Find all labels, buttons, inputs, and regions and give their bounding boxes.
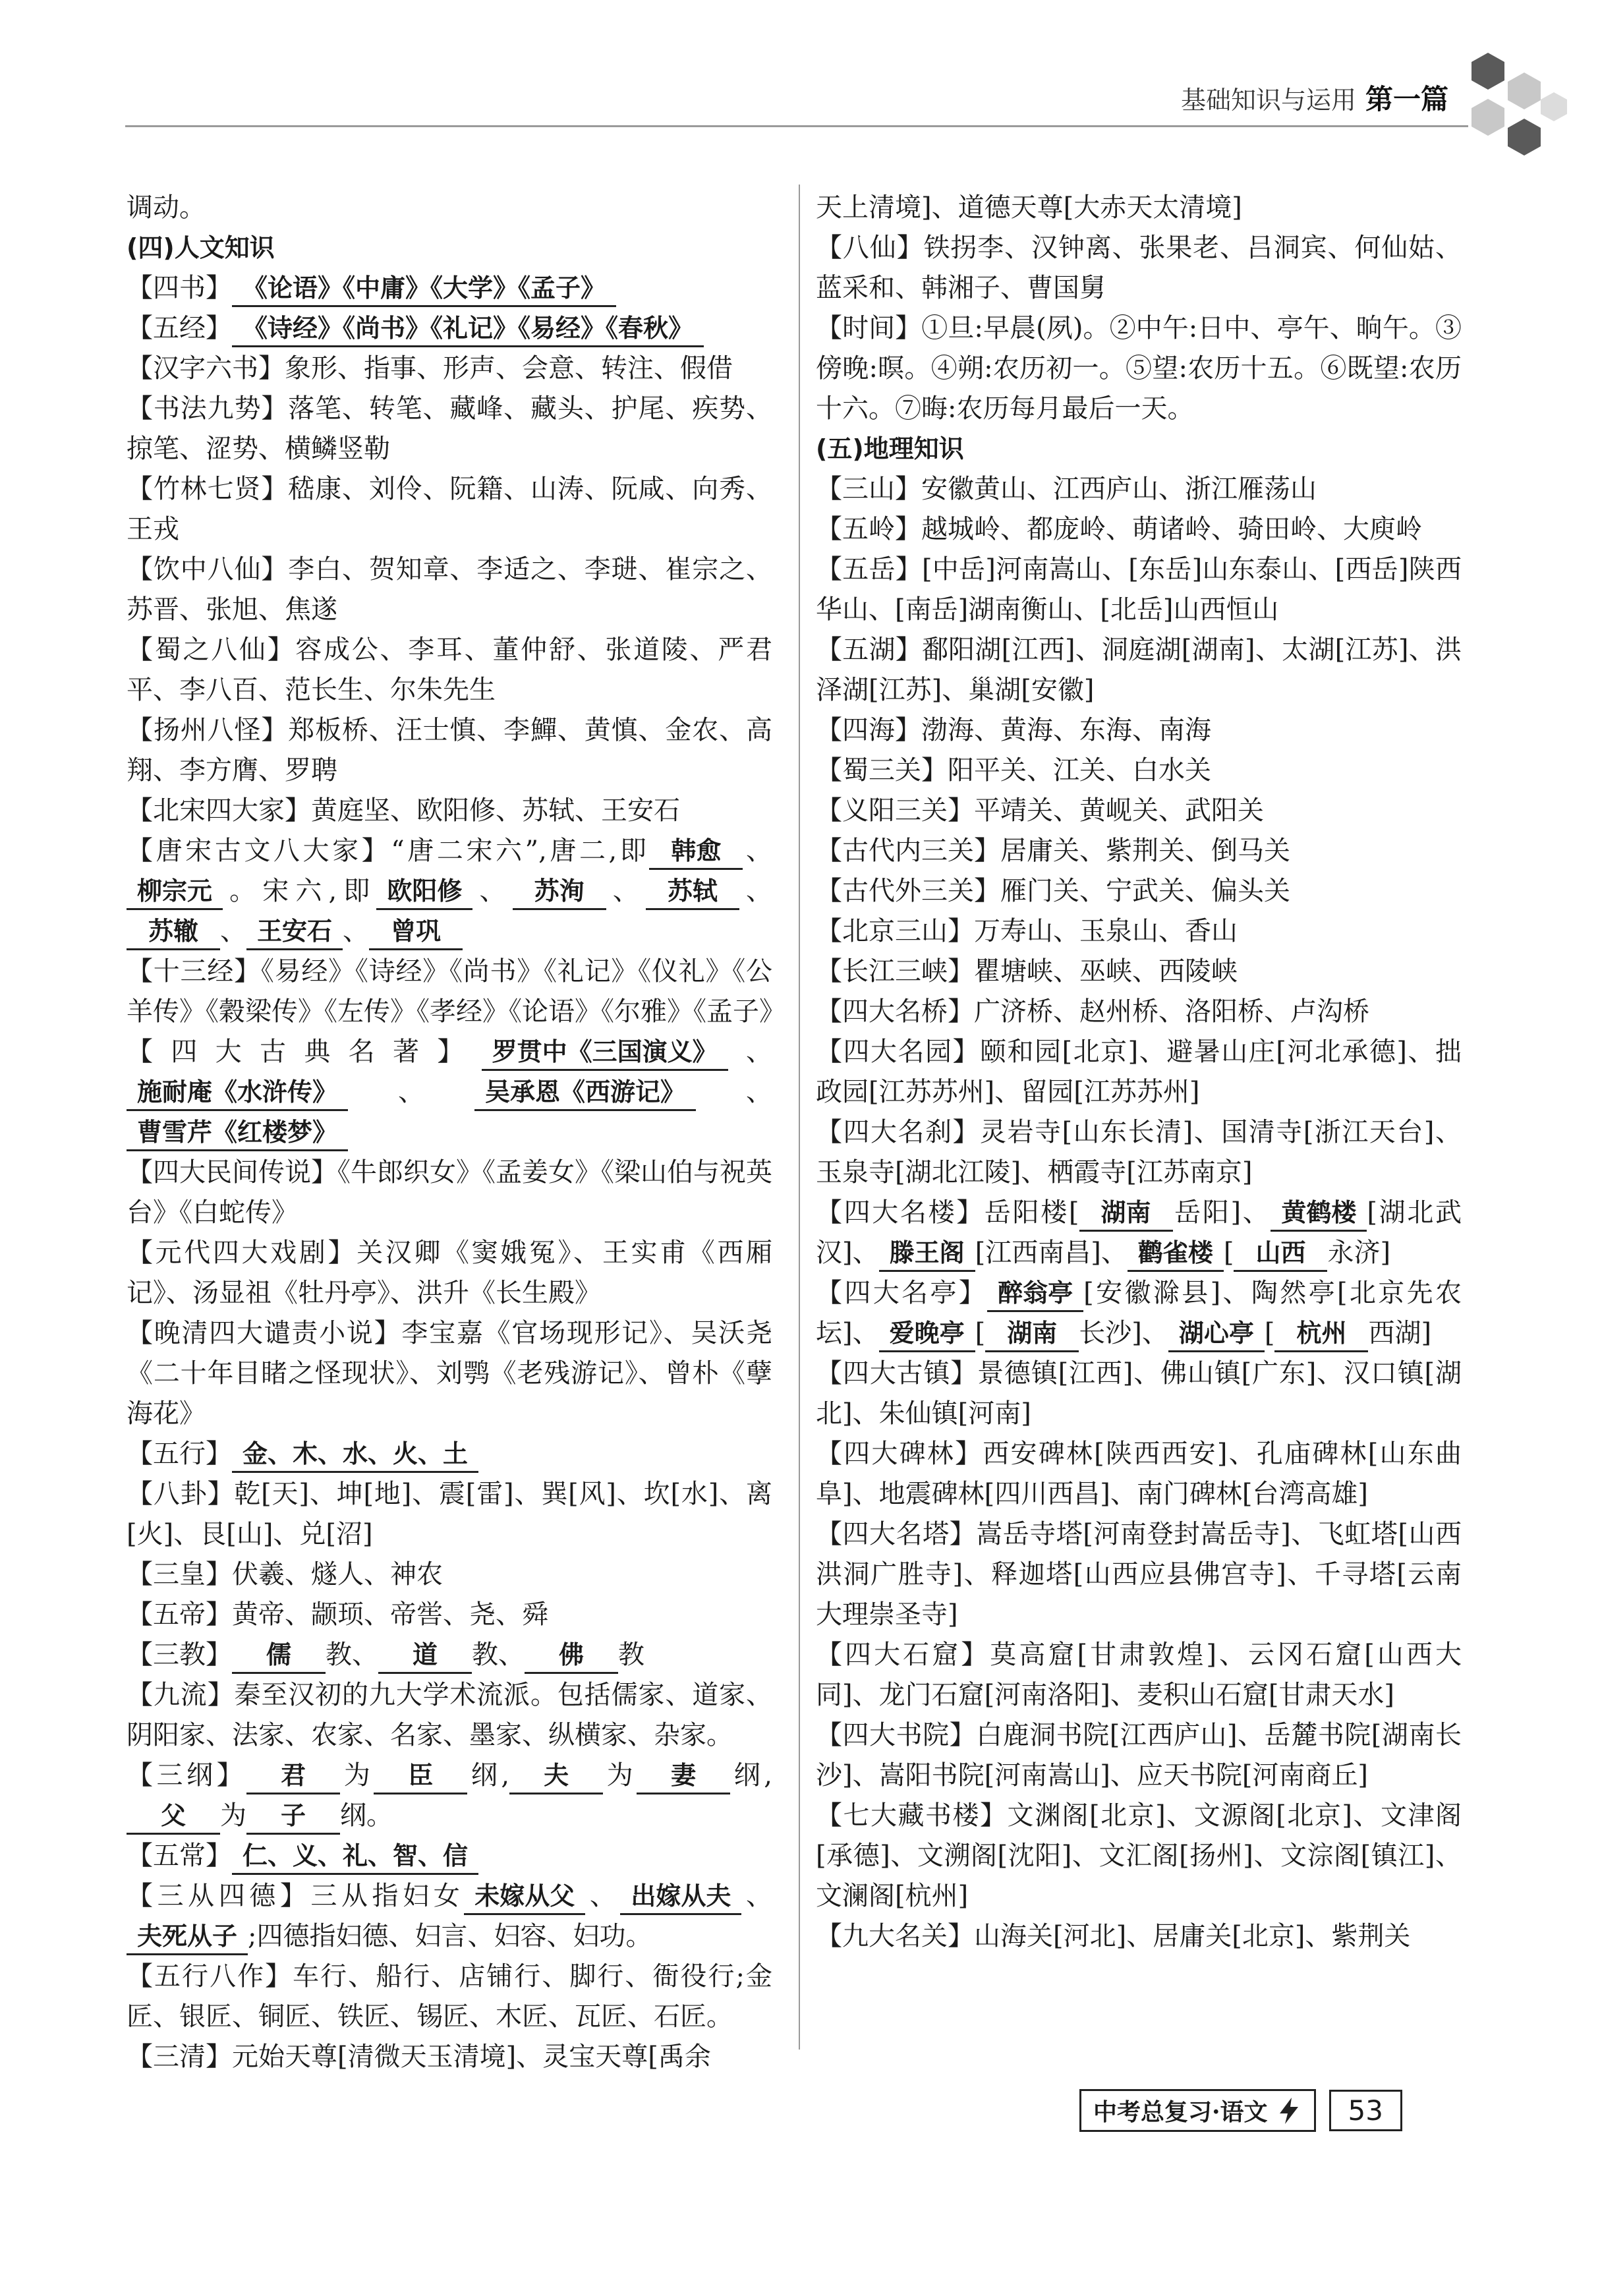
answer-blank: 儒 xyxy=(232,1638,326,1674)
entry-text: 纲, xyxy=(730,1760,772,1791)
knowledge-entry xyxy=(816,1916,1462,1957)
knowledge-entry xyxy=(127,710,772,791)
knowledge-entry xyxy=(127,1153,772,1233)
entry-text: 【五经】 xyxy=(127,313,232,343)
header-section: 第一篇 xyxy=(1365,83,1448,115)
entry-text: 【四大石窟】莫高窟[甘肃敦煌]、云冈石窟[山西大同]、龙门石窟[河南洛阳]、麦积山石窟[甘肃天水] xyxy=(816,1640,1462,1710)
answer-blank: 苏辙 xyxy=(127,914,220,950)
entry-text: 纲, xyxy=(467,1760,510,1791)
entry-text: 【三纲】 xyxy=(127,1760,247,1791)
answer-blank: 夫 xyxy=(509,1758,603,1794)
entry-text: 【五行】 xyxy=(127,1439,232,1469)
entry-text: 【饮中八仙】李白、贺知章、李适之、李琎、崔宗之、苏晋、张旭、焦遂 xyxy=(127,554,772,625)
left-column xyxy=(127,188,786,2077)
entry-text: 调动。 xyxy=(127,192,206,223)
answer-blank: 佛 xyxy=(525,1638,618,1674)
answer-blank: 曾巩 xyxy=(369,914,463,950)
answer-blank: 柳宗元 xyxy=(127,874,223,910)
knowledge-entry xyxy=(816,228,1462,308)
knowledge-entry xyxy=(816,1032,1462,1112)
lightning-icon xyxy=(1276,2096,1302,2125)
page-number: 53 xyxy=(1329,2090,1402,2131)
entry-text: 【蜀之八仙】容成公、李耳、董仲舒、张道陵、严君平、李八百、范长生、尔朱先生 xyxy=(127,635,772,705)
entry-text: 岳阳]、 xyxy=(1172,1197,1271,1228)
answer-blank: 欧阳修 xyxy=(376,874,472,910)
knowledge-entry xyxy=(127,1957,772,2037)
column-divider xyxy=(799,185,800,2050)
entry-text: 【七大藏书楼】文渊阁[北京]、文源阁[北京]、文津阁[承德]、文溯阁[沈阳]、文汇阁[扬州]、文淙阁[镇江]、文澜阁[杭州] xyxy=(816,1800,1462,1911)
header-subtitle: 基础知识与运用 xyxy=(1180,86,1356,115)
entry-text: 【五行八作】车行、船行、店铺行、脚行、衙役行;金匠、银匠、铜匠、铁匠、锡匠、木匠、瓦匠、石匠。 xyxy=(127,1961,772,2032)
entry-text: 、 xyxy=(741,1881,773,1911)
entry-text: [湖北武汉]、 xyxy=(816,1197,1462,1268)
entry-text: 、 xyxy=(696,1077,773,1107)
entry-text: 【四书】 xyxy=(127,273,232,303)
answer-blank: 曹雪芹《红楼梦》 xyxy=(127,1115,348,1151)
right-column xyxy=(816,188,1462,1957)
hexagon-decoration-icon xyxy=(1442,46,1574,165)
entry-text: 【时间】①旦:早晨(夙)。②中午:日中、亭午、晌午。③傍晚:暝。④朔:农历初一。⑤望:农历十五。⑥既望:农历十六。⑦晦:农历每月最后一天。 xyxy=(816,313,1462,424)
knowledge-entry xyxy=(127,2037,772,2077)
entry-text: [ xyxy=(1264,1318,1275,1348)
entry-text: 【四大名楼】岳阳楼[ xyxy=(816,1197,1079,1228)
knowledge-entry xyxy=(127,268,772,308)
entry-text: 【五岳】[中岳]河南嵩山、[东岳]山东泰山、[西岳]陕西华山、[南岳]湖南衡山、[北岳]山西恒山 xyxy=(816,554,1462,625)
entry-text: 、 xyxy=(739,876,773,906)
answer-blank: 未嫁从父 xyxy=(464,1879,585,1915)
knowledge-entry xyxy=(816,509,1462,550)
entry-text: 【九流】秦至汉初的九大学术流派。包括儒家、道家、阴阳家、法家、农家、名家、墨家、纵横家、杂家。 xyxy=(127,1680,772,1750)
knowledge-entry xyxy=(127,952,786,1032)
answer-blank: 吴承恩《西游记》 xyxy=(474,1075,696,1111)
answer-blank: 出嫁从夫 xyxy=(620,1879,741,1915)
answer-blank: 滕王阁 xyxy=(879,1236,975,1272)
entry-text: 【四大名亭】 xyxy=(816,1278,988,1308)
knowledge-entry xyxy=(816,831,1462,871)
entry-text: 【蜀三关】阳平关、江关、白水关 xyxy=(816,755,1211,786)
section-heading xyxy=(816,429,1462,469)
entry-text: 【四大名刹】灵岩寺[山东长清]、国清寺[浙江天台]、玉泉寺[湖北江陵]、栖霞寺[江苏南京] xyxy=(816,1117,1462,1188)
entry-text: 【北宋四大家】黄庭坚、欧阳修、苏轼、王安石 xyxy=(127,795,680,826)
entry-text: 【五常】 xyxy=(127,1841,232,1871)
knowledge-entry xyxy=(816,188,1462,228)
entry-text: 【九大名关】山海关[河北]、居庸关[北京]、紫荆关 xyxy=(816,1921,1411,1951)
knowledge-entry xyxy=(816,308,1462,429)
entry-text: 【三山】安徽黄山、江西庐山、浙江雁荡山 xyxy=(816,474,1317,504)
answer-blank: 韩愈 xyxy=(649,834,743,870)
entry-text: 【北京三山】万寿山、玉泉山、香山 xyxy=(816,916,1238,946)
entry-text: 【古代外三关】雁门关、宁武关、偏头关 xyxy=(816,876,1290,906)
entry-text: 教、 xyxy=(472,1640,525,1670)
entry-text: 【八仙】铁拐李、汉钟离、张果老、吕洞宾、何仙姑、蓝采和、韩湘子、曹国舅 xyxy=(816,233,1462,303)
knowledge-entry xyxy=(816,911,1462,952)
knowledge-entry xyxy=(816,1635,1462,1715)
answer-blank: 苏洵 xyxy=(513,874,606,910)
entry-text: 、 xyxy=(348,1077,474,1107)
header-rule xyxy=(125,125,1468,127)
entry-text: 【四大古典名著】 xyxy=(127,1037,482,1067)
knowledge-entry xyxy=(816,1796,1462,1916)
knowledge-entry xyxy=(127,1756,772,1836)
entry-text: 、 xyxy=(728,1037,773,1067)
entry-text: [ xyxy=(1223,1238,1234,1268)
knowledge-entry xyxy=(127,1876,772,1957)
entry-text: 【义阳三关】平靖关、黄岘关、武阳关 xyxy=(816,795,1264,826)
knowledge-entry xyxy=(127,1313,772,1434)
knowledge-entry xyxy=(127,1595,772,1635)
entry-text: 西湖] xyxy=(1368,1318,1432,1348)
entry-text: 【晚清四大谴责小说】李宝嘉《官场现形记》、吴沃尧《二十年目睹之怪现状》、刘鹗《老残游记》、曾朴《孽海花》 xyxy=(127,1318,772,1429)
answer-blank: 君 xyxy=(246,1758,340,1794)
knowledge-entry xyxy=(816,1434,1462,1514)
entry-text: 、 xyxy=(472,876,513,906)
answer-blank: 苏轼 xyxy=(646,874,739,910)
entry-text: [江西南昌]、 xyxy=(975,1238,1128,1268)
answer-blank: 施耐庵《水浒传》 xyxy=(127,1075,348,1111)
answer-blank: 湖南 xyxy=(985,1316,1079,1352)
knowledge-entry xyxy=(816,1354,1462,1434)
answer-blank: 湖南 xyxy=(1079,1195,1173,1232)
entry-text: 、 xyxy=(220,916,246,946)
answer-blank: 金、木、水、火、土 xyxy=(232,1437,478,1473)
knowledge-entry xyxy=(127,308,772,349)
answer-blank: 臣 xyxy=(374,1758,467,1794)
answer-blank: 山西 xyxy=(1234,1236,1327,1272)
book-title-box xyxy=(1079,2089,1316,2132)
entry-text: 【四大书院】白鹿洞书院[江西庐山]、岳麓书院[湖南长沙]、嵩阳书院[河南嵩山]、应天书院[河南商丘] xyxy=(816,1720,1462,1791)
knowledge-entry xyxy=(816,550,1462,630)
entry-text: 【五湖】鄱阳湖[江西]、洞庭湖[湖南]、太湖[江苏]、洪泽湖[江苏]、巢湖[安徽] xyxy=(816,635,1462,705)
entry-text: 【古代内三关】居庸关、紫荆关、倒马关 xyxy=(816,836,1290,866)
answer-blank: 妻 xyxy=(637,1758,730,1794)
answer-blank: 父 xyxy=(127,1798,220,1835)
knowledge-entry xyxy=(816,1514,1462,1635)
answer-blank: 《论语》《中庸》《大学》《孟子》 xyxy=(232,271,616,307)
knowledge-entry xyxy=(127,349,772,389)
entry-text: 【三从四德】三从指妇女 xyxy=(127,1881,465,1911)
entry-text: 【五岭】越城岭、都庞岭、萌诸岭、骑田岭、大庾岭 xyxy=(816,514,1422,544)
knowledge-entry xyxy=(127,1434,772,1474)
entry-text: 教、 xyxy=(326,1640,378,1670)
answer-blank: 《诗经》《尚书》《礼记》《易经》《春秋》 xyxy=(232,311,704,347)
knowledge-entry xyxy=(127,1675,772,1756)
answer-blank: 醉翁亭 xyxy=(987,1276,1083,1312)
knowledge-entry xyxy=(127,1474,772,1555)
page-footer xyxy=(1079,2089,1402,2132)
entry-text: 【三清】元始天尊[清微天玉清境]、灵宝天尊[禹余 xyxy=(127,2042,711,2072)
answer-blank: 黄鹤楼 xyxy=(1271,1195,1367,1232)
entry-text: 【四大民间传说】《牛郎织女》《孟姜女》《梁山伯与祝英台》《白蛇传》 xyxy=(127,1157,772,1228)
knowledge-entry xyxy=(127,1836,772,1876)
knowledge-entry xyxy=(127,831,772,952)
knowledge-entry xyxy=(127,1635,772,1675)
answer-blank: 爱晚亭 xyxy=(879,1316,975,1352)
entry-text: 【竹林七贤】嵇康、刘伶、阮籍、山涛、阮咸、向秀、王戎 xyxy=(127,474,772,544)
knowledge-entry xyxy=(816,952,1462,992)
answer-blank: 道 xyxy=(378,1638,472,1674)
knowledge-entry xyxy=(816,469,1462,509)
knowledge-entry xyxy=(816,871,1462,911)
entry-text: 、 xyxy=(343,916,370,946)
entry-text: 永济] xyxy=(1327,1238,1391,1268)
knowledge-entry xyxy=(127,1032,772,1153)
entry-text: 【四海】渤海、黄海、东海、南海 xyxy=(816,715,1211,745)
section-heading xyxy=(127,228,772,268)
entry-text: 【书法九势】落笔、转笔、藏峰、藏头、护尾、疾势、掠笔、涩势、横鳞竖勒 xyxy=(127,393,772,464)
entry-text: 【五帝】黄帝、颛顼、帝喾、尧、舜 xyxy=(127,1599,548,1630)
entry-text: 【四大碑林】西安碑林[陕西西安]、孔庙碑林[山东曲阜]、地震碑林[四川西昌]、南门碑林[台湾高雄] xyxy=(816,1439,1462,1509)
entry-text: ;四德指妇德、妇言、妇容、妇功。 xyxy=(248,1921,652,1951)
knowledge-entry xyxy=(127,791,772,831)
book-title: 中考总复习·语文 xyxy=(1093,2098,1268,2126)
entry-text: 【扬州八怪】郑板桥、汪士慎、李鱓、黄慎、金农、高翔、李方膺、罗聘 xyxy=(127,715,772,786)
entry-text: 纲。 xyxy=(340,1800,393,1831)
knowledge-entry xyxy=(816,1112,1462,1193)
knowledge-entry xyxy=(816,992,1462,1032)
entry-text: 长沙]、 xyxy=(1079,1318,1168,1348)
knowledge-entry xyxy=(127,1555,772,1595)
knowledge-entry xyxy=(816,1715,1462,1796)
knowledge-entry xyxy=(816,1273,1462,1354)
knowledge-entry xyxy=(127,630,772,710)
page-header xyxy=(1181,78,1448,117)
knowledge-entry xyxy=(127,550,772,630)
entry-text: 【唐宋古文八大家】“唐二宋六”,唐二,即 xyxy=(127,836,650,866)
answer-blank: 罗贯中《三国演义》 xyxy=(482,1035,728,1071)
entry-text: 【三皇】伏羲、燧人、神农 xyxy=(127,1559,443,1590)
entry-text: 为 xyxy=(603,1760,637,1791)
entry-text: 为 xyxy=(220,1800,246,1831)
knowledge-entry xyxy=(816,710,1462,751)
entry-text: 【四大名园】颐和园[北京]、避暑山庄[河北承德]、拙政园[江苏苏州]、留园[江苏苏州] xyxy=(816,1037,1462,1107)
answer-blank: 夫死从子 xyxy=(127,1919,248,1955)
entry-text: 为 xyxy=(340,1760,374,1791)
knowledge-entry xyxy=(816,791,1462,831)
answer-blank: 子 xyxy=(246,1798,340,1835)
entry-text: 【元代四大戏剧】关汉卿《窦娥冤》、王实甫《西厢记》、汤显祖《牡丹亭》、洪升《长生殿》 xyxy=(127,1238,772,1308)
entry-text: 【三教】 xyxy=(127,1640,232,1670)
knowledge-entry xyxy=(816,1193,1462,1273)
entry-text: 【八卦】乾[天]、坤[地]、震[雷]、巽[风]、坎[水]、离[火]、艮[山]、兑[沼] xyxy=(127,1479,772,1549)
entry-text: (四)人文知识 xyxy=(127,233,275,262)
entry-text: (五)地理知识 xyxy=(816,434,964,463)
answer-blank: 杭州 xyxy=(1274,1316,1368,1352)
answer-blank: 王安石 xyxy=(246,914,343,950)
entry-text: [安徽滁县]、陶然亭[北京先农坛]、 xyxy=(816,1278,1462,1348)
entry-text: 【十三经】《易经》《诗经》《尚书》《礼记》《仪礼》《公羊传》《穀梁传》《左传》《孝经》《论语》《尔雅》《孟子》 xyxy=(127,956,786,1027)
answer-blank: 湖心亭 xyxy=(1168,1316,1265,1352)
entry-text: 、 xyxy=(606,876,646,906)
knowledge-entry xyxy=(816,751,1462,791)
answer-blank: 鹳雀楼 xyxy=(1128,1236,1224,1272)
answer-blank: 仁、义、礼、智、信 xyxy=(232,1839,478,1875)
knowledge-entry xyxy=(127,1233,772,1313)
knowledge-entry xyxy=(127,389,772,469)
entry-text: 教 xyxy=(618,1640,644,1670)
knowledge-entry xyxy=(127,188,772,228)
entry-text: 。宋六,即 xyxy=(223,876,377,906)
entry-text: 天上清境]、道德天尊[大赤天太清境] xyxy=(816,192,1242,223)
entry-text: 【长江三峡】瞿塘峡、巫峡、西陵峡 xyxy=(816,956,1238,987)
entry-text: 【汉字六书】象形、指事、形声、会意、转注、假借 xyxy=(127,353,733,384)
entry-text: 【四大古镇】景德镇[江西]、佛山镇[广东]、汉口镇[湖北]、朱仙镇[河南] xyxy=(816,1358,1462,1429)
knowledge-entry xyxy=(816,630,1462,710)
entry-text: 、 xyxy=(743,836,773,866)
entry-text: 【四大名塔】嵩岳寺塔[河南登封嵩岳寺]、飞虹塔[山西洪洞广胜寺]、释迦塔[山西应县佛宫寺]、千寻塔[云南大理崇圣寺] xyxy=(816,1519,1462,1630)
entry-text: 【四大名桥】广济桥、赵州桥、洛阳桥、卢沟桥 xyxy=(816,996,1369,1027)
entry-text: 、 xyxy=(585,1881,621,1911)
knowledge-entry xyxy=(127,469,772,550)
entry-text: [ xyxy=(975,1318,986,1348)
